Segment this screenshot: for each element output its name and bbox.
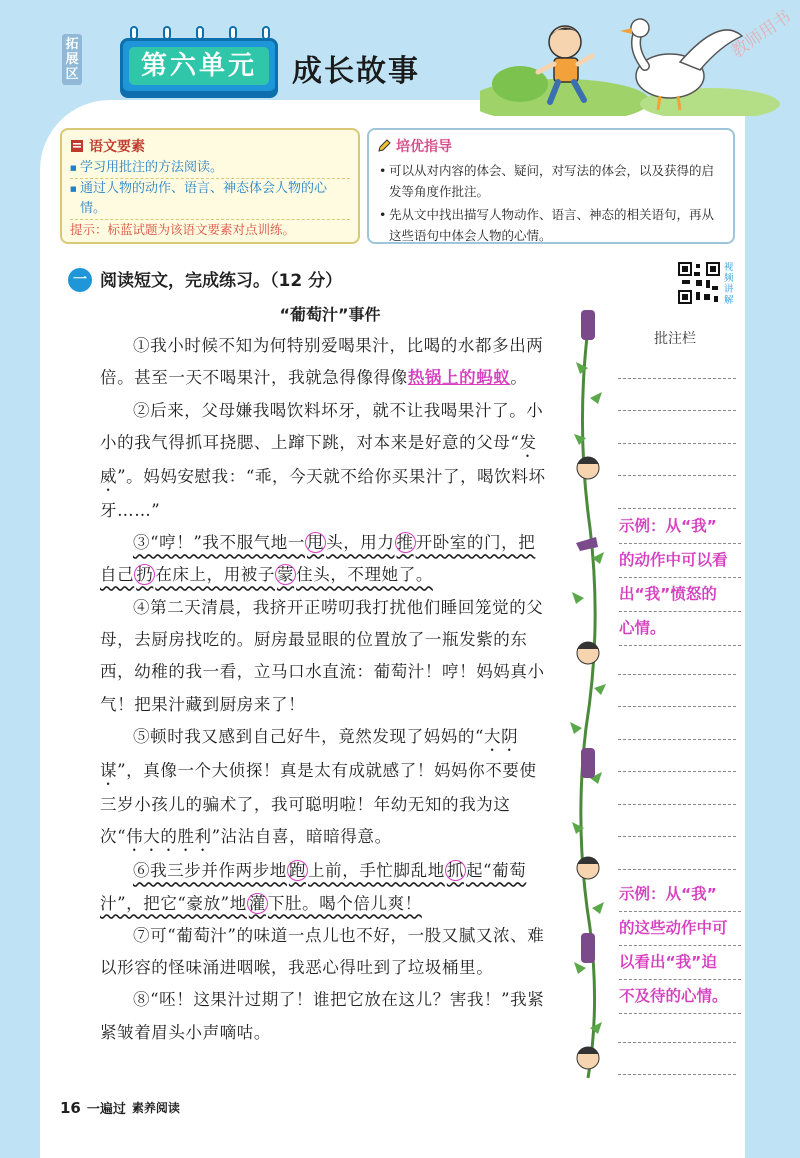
list-item: ■ 学习用批注的方法阅读。 xyxy=(70,158,350,179)
circled-word: 灌 xyxy=(248,893,266,913)
annotation-title: 批注栏 xyxy=(654,331,696,347)
dotted-word: 大阴谋 xyxy=(100,726,519,780)
circled-word: 扔 xyxy=(136,565,154,585)
unit-title: 成长故事 xyxy=(292,54,420,89)
story-body xyxy=(100,330,552,1049)
circled-word: 蒙 xyxy=(277,565,295,585)
annotation-lines[interactable] xyxy=(618,346,736,509)
dotted-word: 伟大的胜利 xyxy=(126,827,212,847)
qr-code-icon[interactable] xyxy=(678,262,720,304)
paragraph-2: ②后来，父母嫌我喝饮料坏牙，就不让我喝果汁了。小小的我气得抓耳挠腮、上蹿下跳，对本来是好意的父母“发威”。妈妈安慰我：“乖，今天就不给你买果汁了，喝饮料坏牙……” xyxy=(100,400,546,520)
grape-vine-decoration xyxy=(568,308,608,1088)
guidance-box xyxy=(367,128,735,244)
circled-word: 推 xyxy=(396,533,414,553)
pencil-icon xyxy=(377,139,391,153)
paragraph-4: ④第二天清晨，我挤开正唠叨我打扰他们睡回笼觉的父母，去厨房找吃的。厨房最显眼的位置放了一瓶发紫的东西，幼稚的我一看，立马口水直流：葡萄汁！哼！妈妈真小气！把果汁藏到厨房来了！ xyxy=(100,597,545,714)
page-number: 16 xyxy=(60,1098,81,1117)
annotation-lines[interactable] xyxy=(618,1010,736,1075)
unit-badge xyxy=(120,38,278,94)
header-illustration xyxy=(480,6,780,116)
badge-rings xyxy=(130,26,270,40)
requirements-list xyxy=(70,158,350,220)
section-title: 阅读短文，完成练习。（12 分） xyxy=(100,271,343,291)
story-title: “葡萄汁”事件 xyxy=(279,305,381,324)
page-footer xyxy=(60,1098,180,1117)
paragraph-3: ③“哼！”我不服气地一 甩 头，用力 推 开卧室的门，把自己 扔 在床上，用被子 蒙 住头，不理她了。 xyxy=(100,533,536,585)
brand-name: 一遍过 xyxy=(86,1102,126,1117)
dotted-word: 发威 xyxy=(100,432,537,486)
paragraph-7: ⑦可“葡萄汁”的味道一点儿也不好，一股又腻又浓、难以形容的怪味涌进咽喉，我恶心得吐到了垃圾桶里。 xyxy=(100,925,545,978)
guidance-list xyxy=(379,160,723,246)
list-item: • 可以从对内容的体会、疑问，对写法的体会，以及获得的启发等角度作批注。 xyxy=(379,160,723,202)
highlighted-phrase: 热锅上的蚂蚁 xyxy=(407,368,511,388)
unit-label: 第六单元 xyxy=(129,47,269,85)
list-item: • 先从文中找出描写人物动作、语言、神态的相关语句，再从这些语句中体会人物的心情。 xyxy=(379,204,723,246)
requirements-title: 语文要素 xyxy=(89,139,145,155)
list-item: ■ 通过人物的动作、语言、神态体会人物的心情。 xyxy=(70,179,350,220)
annotation-example-2: 示例：从“我” 的这些动作中可 以看出“我”迫 不及待的心情。 xyxy=(619,878,741,1014)
circled-word: 抓 xyxy=(446,861,464,881)
requirements-hint: 提示：标蓝试题为该语文要素对点训练。 xyxy=(70,222,296,237)
qr-caption: 视频讲解 xyxy=(724,262,734,306)
requirements-box xyxy=(60,128,360,244)
paragraph-5: ⑤顿时我又感到自己好牛，竟然发现了妈妈的“大阴谋”，真像一个大侦探！真是太有成就感了！妈妈你不要使三岁小孩儿的骗术了，我可聪明啦！年幼无知的我为这次“伟大的胜利”沾沾自喜，暗暗得意。 xyxy=(100,726,537,847)
circled-word: 跑 xyxy=(288,861,307,881)
annotation-lines[interactable] xyxy=(618,642,736,870)
paragraph-1: ①我小时候不知为何特别爱喝果汁，比喝的水都多出两倍。甚至一天不喝果汁，我就急得像得像热锅上的蚂蚁。 xyxy=(100,336,544,388)
paragraph-6: ⑥我三步并作两步地 跑 上前，手忙脚乱地 抓 起“葡萄汁”，把它“豪放”地 灌 下肚。喝个倍儿爽！ xyxy=(100,861,527,913)
annotation-example-1: 示例：从“我” 的动作中可以看 出“我”愤怒的 心情。 xyxy=(619,510,741,646)
circled-word: 甩 xyxy=(306,533,325,553)
section-number: 一 xyxy=(68,268,92,292)
book-icon xyxy=(70,139,84,153)
guidance-title: 培优指导 xyxy=(396,139,452,155)
section-label: 拓展区 xyxy=(62,34,82,85)
paragraph-8: ⑧“呸！这果汁过期了！谁把它放在这儿？害我！”我紧紧皱着眉头小声嘀咕。 xyxy=(100,990,545,1042)
watermark: 教师用书 xyxy=(727,6,796,63)
brand-subtitle: 素养阅读 xyxy=(131,1101,180,1115)
